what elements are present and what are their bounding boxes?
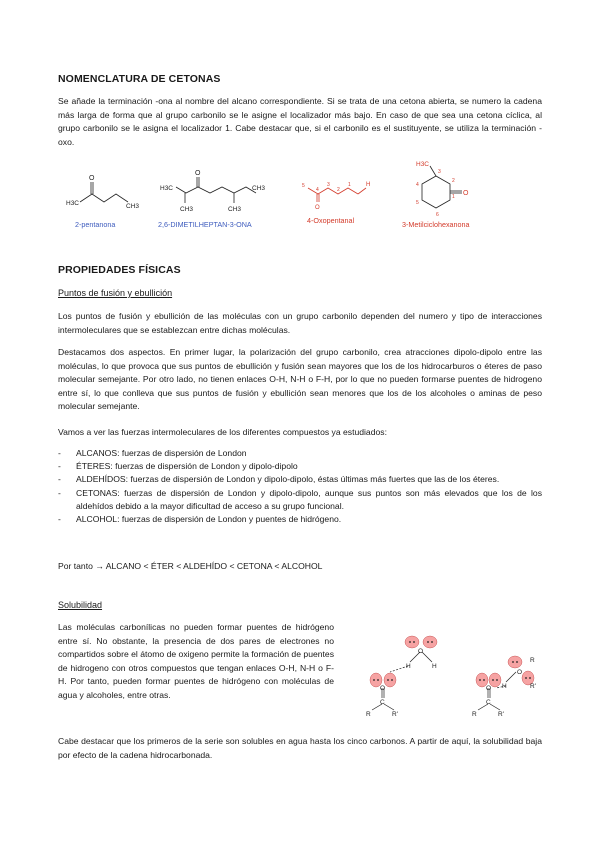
atom-o: O xyxy=(380,685,386,692)
conclusion-line: Por tanto → ALCANO < ÉTER < ALDEHÍDO < CETONA < ALCOHOL xyxy=(58,561,323,571)
caption-3-metilciclohexanona: 3-Metilciclohexanona xyxy=(402,220,470,229)
locant-2: 2 xyxy=(452,178,455,184)
atom-c: C xyxy=(380,699,385,706)
paragraph-solubilidad-cadena: Cabe destacar que los primeros de la serie son solubles en agua hasta los cinco carbonos. A partir de aquí, la solubilidad baja por efecto de la cadena hidrocarbonada. xyxy=(58,736,542,760)
molecule-4-oxopentanal xyxy=(302,170,372,215)
paragraph-fusion-intro: Los puntos de fusión y ebullición de las moléculas con un grupo carbonilo dependen del numero y tipo de interacciones intermoleculares que se establezcan entre dichas moléculas. xyxy=(58,311,542,335)
list-item: - ALCANOS: fuerzas de dispersión de London xyxy=(58,447,542,460)
atom-h3c: H3C xyxy=(160,185,174,192)
atom-h: H xyxy=(502,683,507,690)
atom-h: H xyxy=(406,663,411,670)
paragraph-polarizacion: Destacamos dos aspectos. En primer lugar, la polarización del grupo carbonilo, crea atracciones dipolo-dipolo entre las moléculas, lo que provoca que sus puntos de ebullición y fusión sean mayores que los de los hidrocarburos o éteres de paso molecular semejante. Por otro lado, no tienen enlaces O-H, N-H o F-H, por lo que no pueden formarse puentes de hidrogeno entre sí, lo que conlleva que sus puntos de fusión y ebullición sean menores que los de los alcoholes o aminas de peso molecular semejante. xyxy=(58,347,542,411)
locant-1: 1 xyxy=(452,194,455,200)
atom-r: R xyxy=(472,711,477,718)
list-item: - ALDEHÍDOS: fuerzas de dispersión de London y dipolo-dipolo, éstas últimas más fuertes que las de los éteres. xyxy=(58,473,542,486)
atom-ch3-left: H3C xyxy=(66,200,80,207)
atom-o: O xyxy=(517,669,523,676)
molecule-3-metilciclohexanona xyxy=(402,158,482,225)
paragraph-fuerzas-intro: Vamos a ver las fuerzas intermoleculares de los diferentes compuestos ya estudiados: xyxy=(58,427,387,437)
subtitle-solubilidad: Solubilidad xyxy=(58,600,103,610)
locant-6: 6 xyxy=(436,212,439,218)
locant-3: 3 xyxy=(327,182,330,188)
atom-o: O xyxy=(195,170,201,177)
atom-r: R xyxy=(530,657,535,664)
locant-5: 5 xyxy=(416,200,419,206)
atom-ch3-right: CH3 xyxy=(126,203,140,210)
atom-o: O xyxy=(486,685,492,692)
atom-r-prime: R' xyxy=(498,711,504,718)
paragraph-solubilidad: Las moléculas carbonílicas no pueden formar puentes de hidrógeno entre sí. No obstante, la presencia de dos pares de electrones no compartidos sobre el átomo de oxigeno permite la formación de puentes de hidrogeno con otros compuestos que tengan enlaces O-H, N-H o F-H. Por tanto, pueden formar puentes de hidrógeno con moléculas de agua y alcoholes, entre otras. xyxy=(58,622,334,700)
atom-o: O xyxy=(89,175,95,182)
lone-pair-orbital xyxy=(405,636,419,648)
intro-paragraph: Se añade la terminación -ona al nombre del alcano correspondiente. Si se trata de una cetona abierta, se numero la cadena más larga de forma que al grupo carbonilo se le asigne el localizador más bajo. En caso de que sea una cetona cíclica, al grupo carbonilo se le asigna el localizador 1. Cabe destacar que, si el carbonilo es el sustituyente, se utiliza la terminación -oxo. xyxy=(58,96,542,147)
atom-o: O xyxy=(315,205,320,211)
lone-pair-orbital xyxy=(384,673,396,687)
lone-pair-orbital xyxy=(508,656,522,668)
list-item: - ÉTERES: fuerzas de dispersión de London y dipolo-dipolo xyxy=(58,460,542,473)
locant-1: 1 xyxy=(348,182,351,188)
lone-pair-orbital xyxy=(423,636,437,648)
list-item: - CETONAS: fuerzas de dispersión de London y dipolo-dipolo, aunque sus puntos son más elevados que los de los aldehídos debido a la mayor dificultad de acceso a su grupo funcional. xyxy=(58,487,542,513)
atom-o: O xyxy=(463,190,469,197)
locant-4: 4 xyxy=(316,187,319,193)
caption-4-oxopentanal: 4-Oxopentanal xyxy=(307,216,355,225)
atom-h: H xyxy=(432,663,437,670)
section-title-nomenclatura: NOMENCLATURA DE CETONAS xyxy=(58,73,221,85)
list-item: - ALCOHOL: fuerzas de dispersión de London y puentes de hidrógeno. xyxy=(58,513,542,526)
molecule-dimetilheptanona xyxy=(160,165,270,222)
atom-ch3-branch2: CH3 xyxy=(228,206,242,213)
locant-2: 2 xyxy=(337,187,340,193)
atom-c: C xyxy=(486,699,491,706)
locant-4: 4 xyxy=(416,182,419,188)
atom-h: H xyxy=(366,182,371,188)
locant-5: 5 xyxy=(302,183,305,189)
molecule-2-pentanona xyxy=(66,172,146,217)
atom-h3c: H3C xyxy=(416,161,430,168)
caption-2-pentanona: 2-pentanona xyxy=(75,220,116,229)
atom-ch3-end: CH3 xyxy=(252,185,266,192)
atom-ch3-branch1: CH3 xyxy=(180,206,194,213)
hydrogen-bond-diagram xyxy=(360,630,540,727)
forces-list xyxy=(58,447,542,526)
section-title-propiedades: PROPIEDADES FÍSICAS xyxy=(58,264,181,276)
atom-r: R xyxy=(366,711,371,718)
caption-dimetilheptanona: 2,6-DIMETILHEPTAN-3-ONA xyxy=(158,220,252,229)
atom-r-prime: R' xyxy=(530,683,536,690)
atom-o: O xyxy=(418,648,424,655)
subtitle-puntos-fusion: Puntos de fusión y ebullición xyxy=(58,288,173,298)
locant-3: 3 xyxy=(438,169,441,175)
atom-r-prime: R' xyxy=(392,711,398,718)
